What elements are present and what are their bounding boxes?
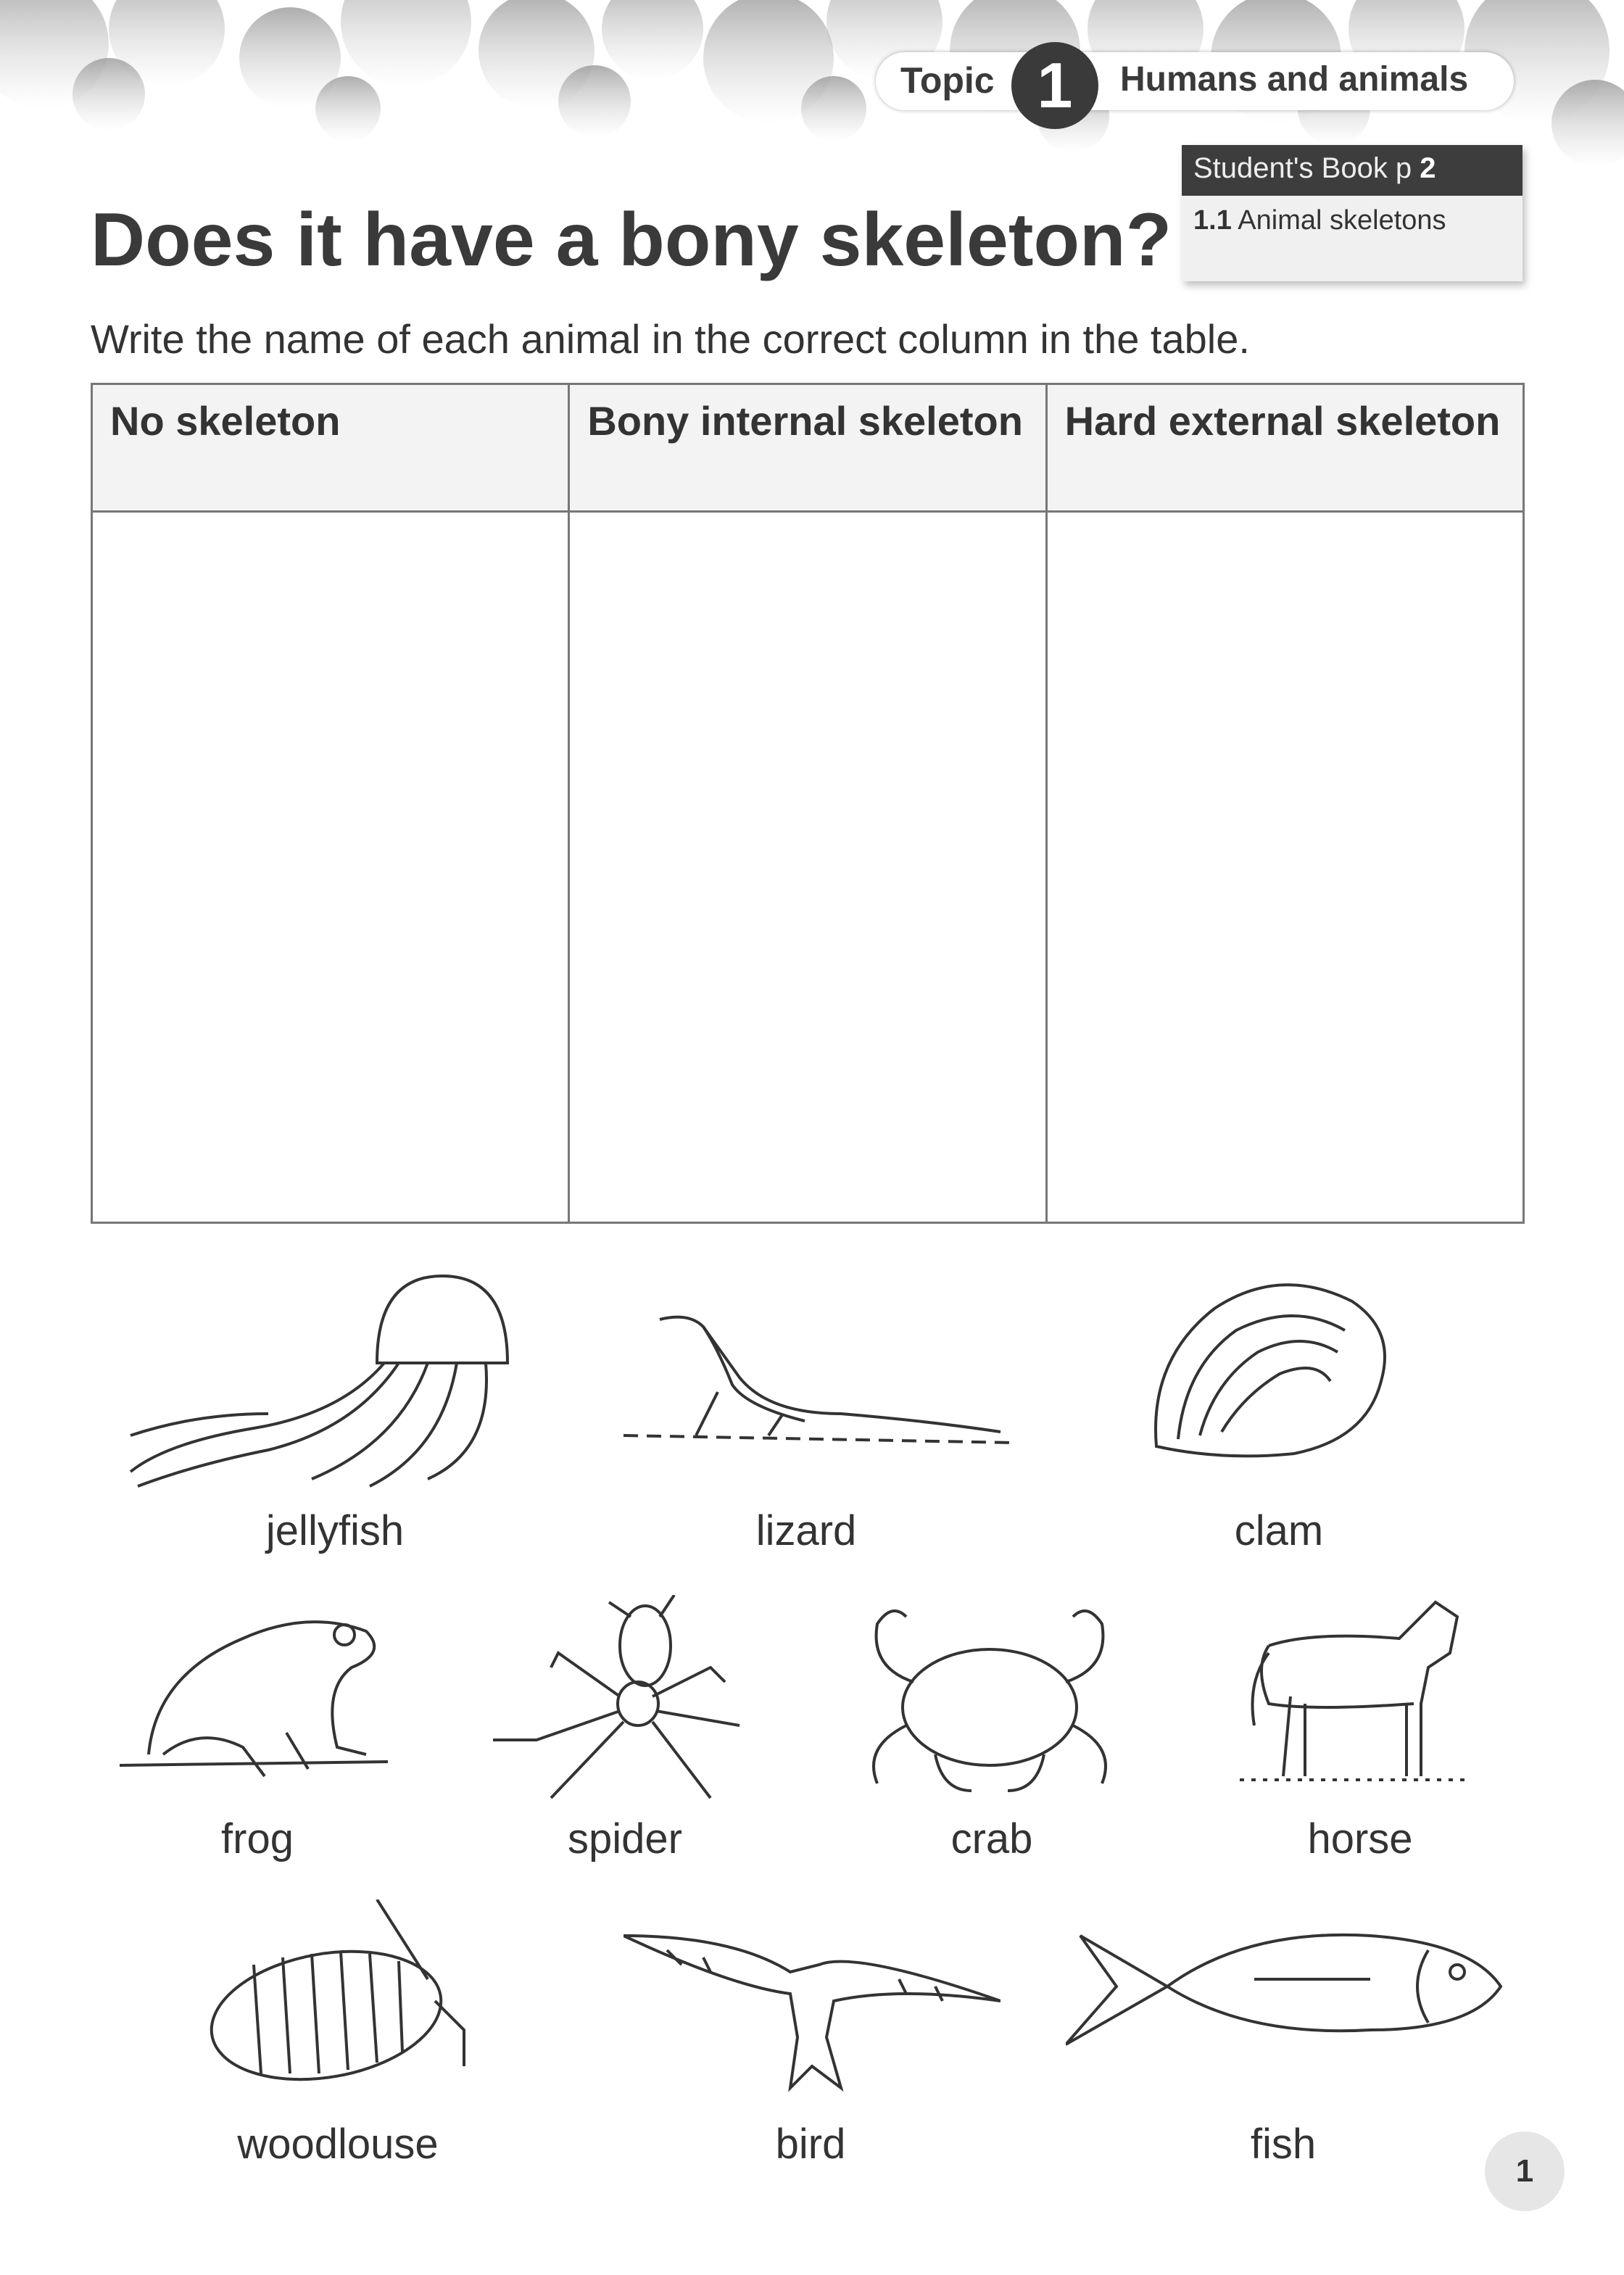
lizard-illustration	[624, 1305, 1015, 1450]
label-spider: spider	[568, 1815, 682, 1862]
label-jellyfish: jellyfish	[265, 1507, 405, 1554]
clam-illustration	[1149, 1272, 1396, 1468]
column-header-hard-external: Hard external skeleton	[1046, 384, 1523, 512]
frog-illustration	[120, 1602, 388, 1791]
spider-illustration	[493, 1595, 761, 1812]
topic-number-badge: 1	[1011, 42, 1098, 129]
label-horse: horse	[1307, 1815, 1413, 1862]
instruction-text: Write the name of each animal in the correct column in the table.	[91, 316, 1250, 362]
column-header-no-skeleton: No skeleton	[92, 384, 569, 512]
topic-label: Topic	[900, 60, 995, 101]
classification-table	[91, 383, 1525, 1224]
label-woodlouse: woodlouse	[237, 2121, 439, 2168]
crab-illustration	[848, 1602, 1131, 1798]
page-title: Does it have a bony skeleton?	[91, 198, 1172, 282]
answer-cell-hard-external[interactable]	[1046, 512, 1523, 1223]
bird-illustration	[624, 1921, 1000, 2095]
topic-name: Humans and animals	[1120, 60, 1469, 99]
label-crab: crab	[950, 1815, 1033, 1862]
book-reference-header	[1182, 145, 1522, 196]
jellyfish-illustration	[123, 1269, 515, 1493]
section-reference	[1193, 205, 1446, 236]
horse-illustration	[1240, 1595, 1464, 1791]
answer-cell-bony-internal[interactable]	[569, 512, 1046, 1223]
book-label: Student's Book p	[1193, 152, 1412, 184]
label-bird: bird	[775, 2121, 846, 2168]
page-number: 1	[1485, 2131, 1565, 2211]
answer-cell-no-skeleton[interactable]	[92, 512, 569, 1223]
section-number: 1.1	[1193, 205, 1232, 236]
section-name: Animal skeletons	[1238, 205, 1446, 236]
label-frog: frog	[221, 1815, 294, 1862]
fish-illustration	[1066, 1921, 1508, 2052]
column-header-bony-internal: Bony internal skeleton	[569, 384, 1046, 512]
label-lizard: lizard	[755, 1507, 857, 1554]
label-clam: clam	[1234, 1507, 1324, 1554]
book-page: 2	[1420, 152, 1436, 184]
woodlouse-illustration	[188, 1899, 471, 2102]
label-fish: fish	[1250, 2121, 1317, 2168]
